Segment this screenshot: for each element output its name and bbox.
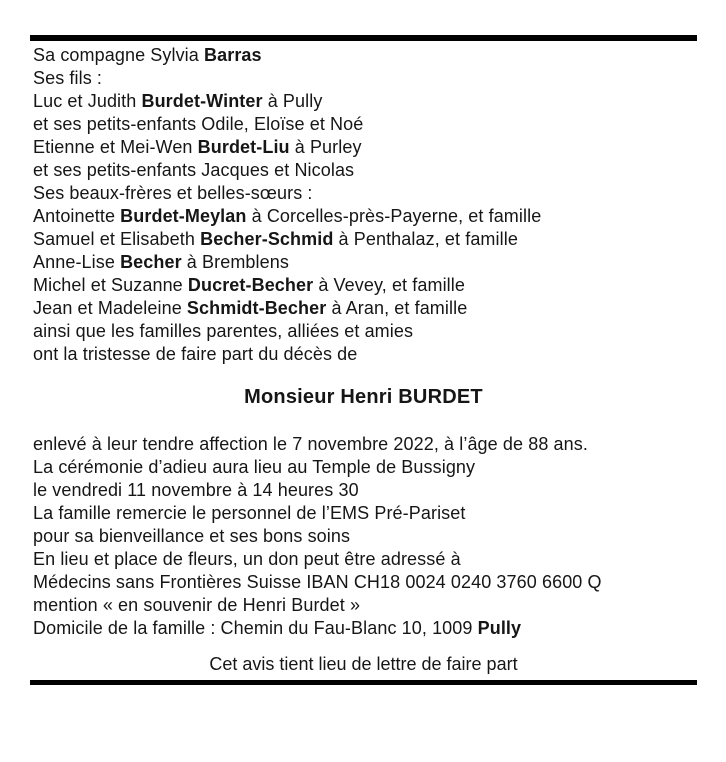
notice-line (33, 617, 697, 640)
notice-line (33, 479, 697, 502)
notice-text: Samuel et Elisabeth (33, 229, 201, 249)
notice-text: La cérémonie d’adieu aura lieu au Temple de Bussigny (33, 457, 476, 477)
notice-text: et ses petits-enfants Odile, Eloïse et Noé (33, 114, 364, 134)
notice-text: enlevé à leur tendre affection le 7 novembre 2022, à l’âge de 88 ans. (33, 434, 588, 454)
notice-text: Antoinette (33, 206, 121, 226)
notice-text: à Purley (289, 137, 362, 157)
notice-line (33, 159, 697, 182)
notice-line (33, 433, 697, 456)
surname-bold-text: Burdet-Liu (197, 137, 290, 157)
footer-line: Cet avis tient lieu de lettre de faire part (209, 654, 518, 674)
notice-line (33, 67, 697, 90)
notice-line (33, 571, 697, 594)
surname-bold-text: Becher-Schmid (200, 229, 334, 249)
family-paragraph (30, 44, 697, 366)
surname-bold-text: Becher (120, 252, 182, 272)
notice-text: Domicile de la famille : Chemin du Fau-Blanc 10, 1009 (33, 618, 478, 638)
notice-text: Ses fils : (33, 68, 103, 88)
surname-bold-text: Pully (477, 618, 522, 638)
surname-bold-text: Burdet-Meylan (120, 206, 247, 226)
notice-line (33, 113, 697, 136)
notice-text: Sa compagne Sylvia (33, 45, 204, 65)
surname-bold-text: Burdet-Winter (141, 91, 263, 111)
deceased-name-heading: Monsieur Henri BURDET (244, 386, 483, 408)
notice-line (33, 343, 697, 366)
surname-bold-text: Ducret-Becher (187, 275, 314, 295)
notice-line (33, 44, 697, 67)
notice-text: La famille remercie le personnel de l’EMS Pré-Pariset (33, 503, 466, 523)
notice-text: à Bremblens (181, 252, 289, 272)
notice-text: En lieu et place de fleurs, un don peut être adressé à (33, 549, 461, 569)
ceremony-details-paragraph (30, 433, 697, 640)
surname-bold-text: Barras (204, 45, 262, 65)
notice-text: pour sa bienveillance et ses bons soins (33, 526, 351, 546)
notice-line (33, 456, 697, 479)
notice-text: Etienne et Mei-Wen (33, 137, 198, 157)
notice-text: ainsi que les familles parentes, alliées et amies (33, 321, 414, 341)
notice-line (33, 525, 697, 548)
notice-text: Médecins sans Frontières Suisse IBAN CH18 0024 0240 3760 6600 Q (33, 572, 602, 592)
notice-line (33, 274, 697, 297)
notice-line (33, 548, 697, 571)
notice-text: Jean et Madeleine (33, 298, 187, 318)
notice-line (33, 228, 697, 251)
notice-line (33, 251, 697, 274)
surname-bold-text: Schmidt-Becher (186, 298, 327, 318)
notice-line (33, 136, 697, 159)
notice-text: ont la tristesse de faire part du décès de (33, 344, 358, 364)
notice-text: le vendredi 11 novembre à 14 heures 30 (33, 480, 359, 500)
notice-line (33, 205, 697, 228)
notice-line (33, 90, 697, 113)
notice-text: Luc et Judith (33, 91, 142, 111)
notice-text: à Penthalaz, et famille (333, 229, 518, 249)
notice-line (33, 297, 697, 320)
top-rule (30, 35, 697, 41)
notice-text: à Vevey, et famille (313, 275, 465, 295)
notice-text: à Pully (262, 91, 323, 111)
notice-text: à Corcelles-près-Payerne, et famille (246, 206, 542, 226)
notice-line (33, 502, 697, 525)
notice-line (33, 320, 697, 343)
notice-text: à Aran, et famille (326, 298, 468, 318)
notice-text: Michel et Suzanne (33, 275, 188, 295)
bottom-rule (30, 680, 697, 685)
notice-text: mention « en souvenir de Henri Burdet » (33, 595, 361, 615)
notice-text: Anne-Lise (33, 252, 121, 272)
notice-text: et ses petits-enfants Jacques et Nicolas (33, 160, 355, 180)
notice-text: Ses beaux-frères et belles-sœurs : (33, 183, 313, 203)
notice-line (33, 182, 697, 205)
death-notice-page (0, 35, 726, 762)
notice-line (33, 594, 697, 617)
